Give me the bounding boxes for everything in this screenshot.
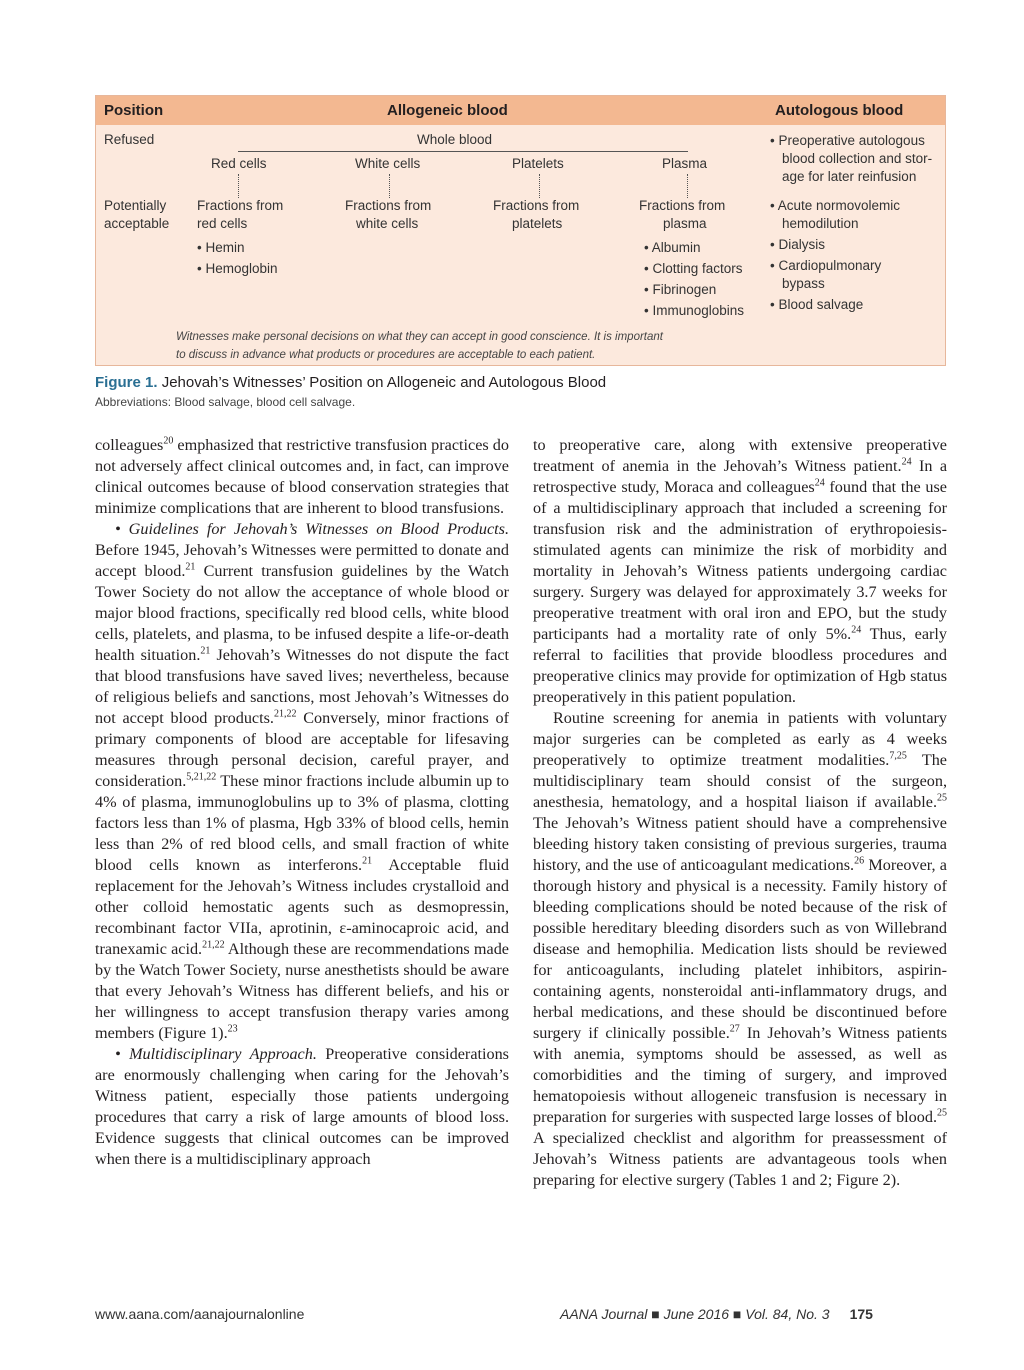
component-plasma: Plasma [662,156,708,171]
figure-caption [95,374,606,391]
figure-note-line: to discuss in advance what products or procedures are acceptable to each patient. [176,349,596,361]
citation: 25 [937,792,947,804]
text-run: The multidisciplinary team should consist of the surgeon, anesthesia, hematology, and a hospital liaison if available. [533,751,947,811]
auto-acceptable-line: hemodilution [782,216,859,231]
text-run: Preoperative considerations are enormously challenging when caring for the Jehovah’s Witness patient, especially those patients undergoing procedures that carry a risk of large amounts of blood loss. Evidence suggests that clinical outcomes can be improved when there is a multidisciplinary approach [95,1045,509,1168]
auto-refused-line: blood collection and stor- [782,151,933,166]
text-run: colleagues [95,436,164,454]
whole-blood-label: Whole blood [417,132,493,147]
component-white-cells: White cells [355,156,421,171]
plasma-item: • Clotting factors [644,261,743,276]
auto-acceptable-line: bypass [782,276,825,291]
dotted-connector [687,174,688,198]
text-run: A specialized checklist and algorithm for preassessment of Jehovah’s Witness patients are advantageous tools when preparing for elective surgery (Tables 1 and 2; Figure 2). [533,1129,947,1189]
row-refused-label: Refused [104,132,155,147]
text-run: In Jehovah’s Witness patients with anemia, symptoms should be assessed, as well as comorbidities and the timing of surgery, and improved hematopoiesis without allogeneic transfusion is necessary in preparation for surgeries with suspected large losses of blood. [533,1024,947,1126]
dotted-connector [389,174,390,198]
auto-acceptable-line: • Cardiopulmonary [770,258,882,273]
fraction-red-2: red cells [197,216,248,231]
component-platelets: Platelets [512,156,564,171]
citation: 7,25 [889,750,907,762]
paragraph [95,519,509,1044]
text-run: In a retrospective study, Moraca and colleagues [533,457,948,496]
whole-blood-line [238,151,688,152]
auto-acceptable-line: • Blood salvage [770,297,864,312]
fraction-platelets-1: Fractions from [493,198,580,213]
left-column [95,435,509,1170]
page-number: 175 [849,1306,873,1322]
citation: 27 [729,1023,740,1035]
plasma-item: • Fibrinogen [644,282,717,297]
text-run: The Jehovah’s Witness patient should have a comprehensive bleeding history taken consisting of previous surgeries, trauma history, and the use of anticoagulant medications. [533,814,947,874]
text-run: Thus, early referral to facilities that provide bloodless procedures and preoperative clinics may provide for optimization of Hgb status preoperatively in this patient population. [533,625,948,706]
paragraph [533,435,947,708]
citation: 23 [227,1023,238,1035]
figure-1 [95,95,946,366]
text-run: emphasized that restrictive transfusion practices do not adversely affect clinical outcomes and, in fact, can improve clinical outcomes because of blood conservation strategies that minimize complications that are inherent to blood transfusions. [95,436,509,517]
auto-refused-line: age for later reinfusion [782,169,917,184]
citation: 20 [163,435,174,447]
fraction-platelets-2: platelets [512,216,563,231]
footer-url[interactable]: www.aana.com/aanajournalonline [95,1306,305,1322]
header-allogeneic: Allogeneic blood [387,102,508,119]
paragraph [533,708,947,1191]
red-item: • Hemoglobin [197,261,278,276]
footer-journal [560,1306,873,1322]
auto-acceptable-line: • Acute normovolemic [770,198,901,213]
text-run: Before 1945, Jehovah’s Witnesses were permitted to donate and accept blood. [95,541,509,580]
red-item: • Hemin [197,240,245,255]
fraction-white-1: Fractions from [345,198,432,213]
plasma-item: • Albumin [644,240,701,255]
fraction-plasma-1: Fractions from [639,198,726,213]
header-position: Position [104,102,164,119]
text-run: Jehovah’s Witnesses do not dispute the fact that blood transfusions have saved lives; nevertheless, because of religious beliefs and sanctions, most Jehovah’s Witnesses do not accept blood products. [95,646,510,727]
dotted-connector [539,174,540,198]
section-heading: • Guidelines for Jehovah’s Witnesses on Blood Products. [115,520,509,538]
text-run: Conversely, minor fractions of primary components of blood are acceptable for lifesaving measures through personal decision, careful prayer, and consideration. [95,709,509,790]
dotted-connector [238,174,239,198]
text-run: These minor fractions include albumin up to 4% of plasma, immunoglobulins up to 3% of plasma, clotting factors less than 1% of plasma, Hgb 33% of blood cells, hemin less than 2% of red blood cells, and small fraction of white blood cells known as interferons. [95,772,509,874]
journal-info: AANA Journal ■ June 2016 ■ Vol. 84, No. 3 [560,1306,830,1322]
figure-caption-label: Figure 1. [95,374,158,391]
auto-refused-line: • Preoperative autologous [770,133,925,148]
paragraph [95,435,509,519]
text-run: found that the use of a multidisciplinary approach that included a screening for transfusion risk and the administration of erythropoiesis-stimulated agents can minimize the risk of morbidity and mortality in Jehovah’s Witness patients undergoing cardiac surgery. Surgery was delayed for approximately 3.7 weeks for preoperative treatment with oral iron and EPO, but the study participants had a mortality rate of only 5%. [533,478,947,643]
text-run: Although these are recommendations made by the Watch Tower Society, nurse anesthetists should be aware that every Jehovah’s Witness has different beliefs, and his or her willingness to accept transfusion therapy varies among members (Figure 1). [95,940,509,1042]
text-run: Moreover, a thorough history and physical is a necessity. Family history of bleeding complications should be noted because of the risk of possible hereditary bleeding disorders such as von Willebrand disease and hemophilia. Medication lists should be reviewed for anticoagulants, including platelet inhibitors, aspirin-containing agents, nonsteroidal anti-inflammatory drugs, and herbal medications, and these should be discontinued before surgery if clinically possible. [533,856,947,1042]
figure-header-row [96,96,945,125]
citation: 24 [851,624,862,636]
figure-caption-title: Jehovah’s Witnesses’ Position on Allogeneic and Autologous Blood [161,374,607,391]
fraction-plasma-2: plasma [663,216,707,231]
paragraph [95,1044,509,1170]
header-autologous: Autologous blood [775,102,904,119]
row-potential-label-1: Potentially [104,198,167,213]
citation: 24 [814,477,825,489]
text-run: Routine screening for anemia in patients with voluntary major surgeries can be completed as early as 4 weeks preoperatively to optimize treatment modalities. [533,709,947,769]
fraction-red-1: Fractions from [197,198,284,213]
citation: 21,22 [202,939,225,951]
row-potential-label-2: acceptable [104,216,170,231]
figure-note-line: Witnesses make personal decisions on what they can accept in good conscience. It is important [176,331,663,343]
citation: 21 [200,645,211,657]
auto-acceptable-line: • Dialysis [770,237,825,252]
text-run: to preoperative care, along with extensive preoperative treatment of anemia in the Jehovah’s Witness patient. [533,436,947,475]
right-column [533,435,947,1191]
citation: 21 [362,855,373,867]
citation: 5,21,22 [186,771,217,783]
citation: 24 [901,456,912,468]
text-run: Current transfusion guidelines by the Watch Tower Society do not allow the acceptance of whole blood or major blood fractions, specifically red blood cells, white blood cells, platelets, and plasma, to be infused despite a life-or-death health situation. [95,562,509,664]
component-red-cells: Red cells [211,156,267,171]
citation: 26 [854,855,865,867]
text-run: Acceptable fluid replacement for the Jehovah’s Witness includes crystalloid and other colloid hemostatic agents such as desmopressin, recombinant factor VIIa, aprotinin, ε-aminocaproic acid, and tranexamic acid. [95,856,509,958]
figure-abbreviations: Abbreviations: Blood salvage, blood cell salvage. [95,395,356,409]
fraction-white-2: white cells [356,216,419,231]
citation: 21 [185,561,196,573]
citation: 25 [937,1107,947,1119]
plasma-item: • Immunoglobins [644,303,745,318]
citation: 21,22 [273,708,297,720]
section-heading: • Multidisciplinary Approach. [115,1045,317,1063]
